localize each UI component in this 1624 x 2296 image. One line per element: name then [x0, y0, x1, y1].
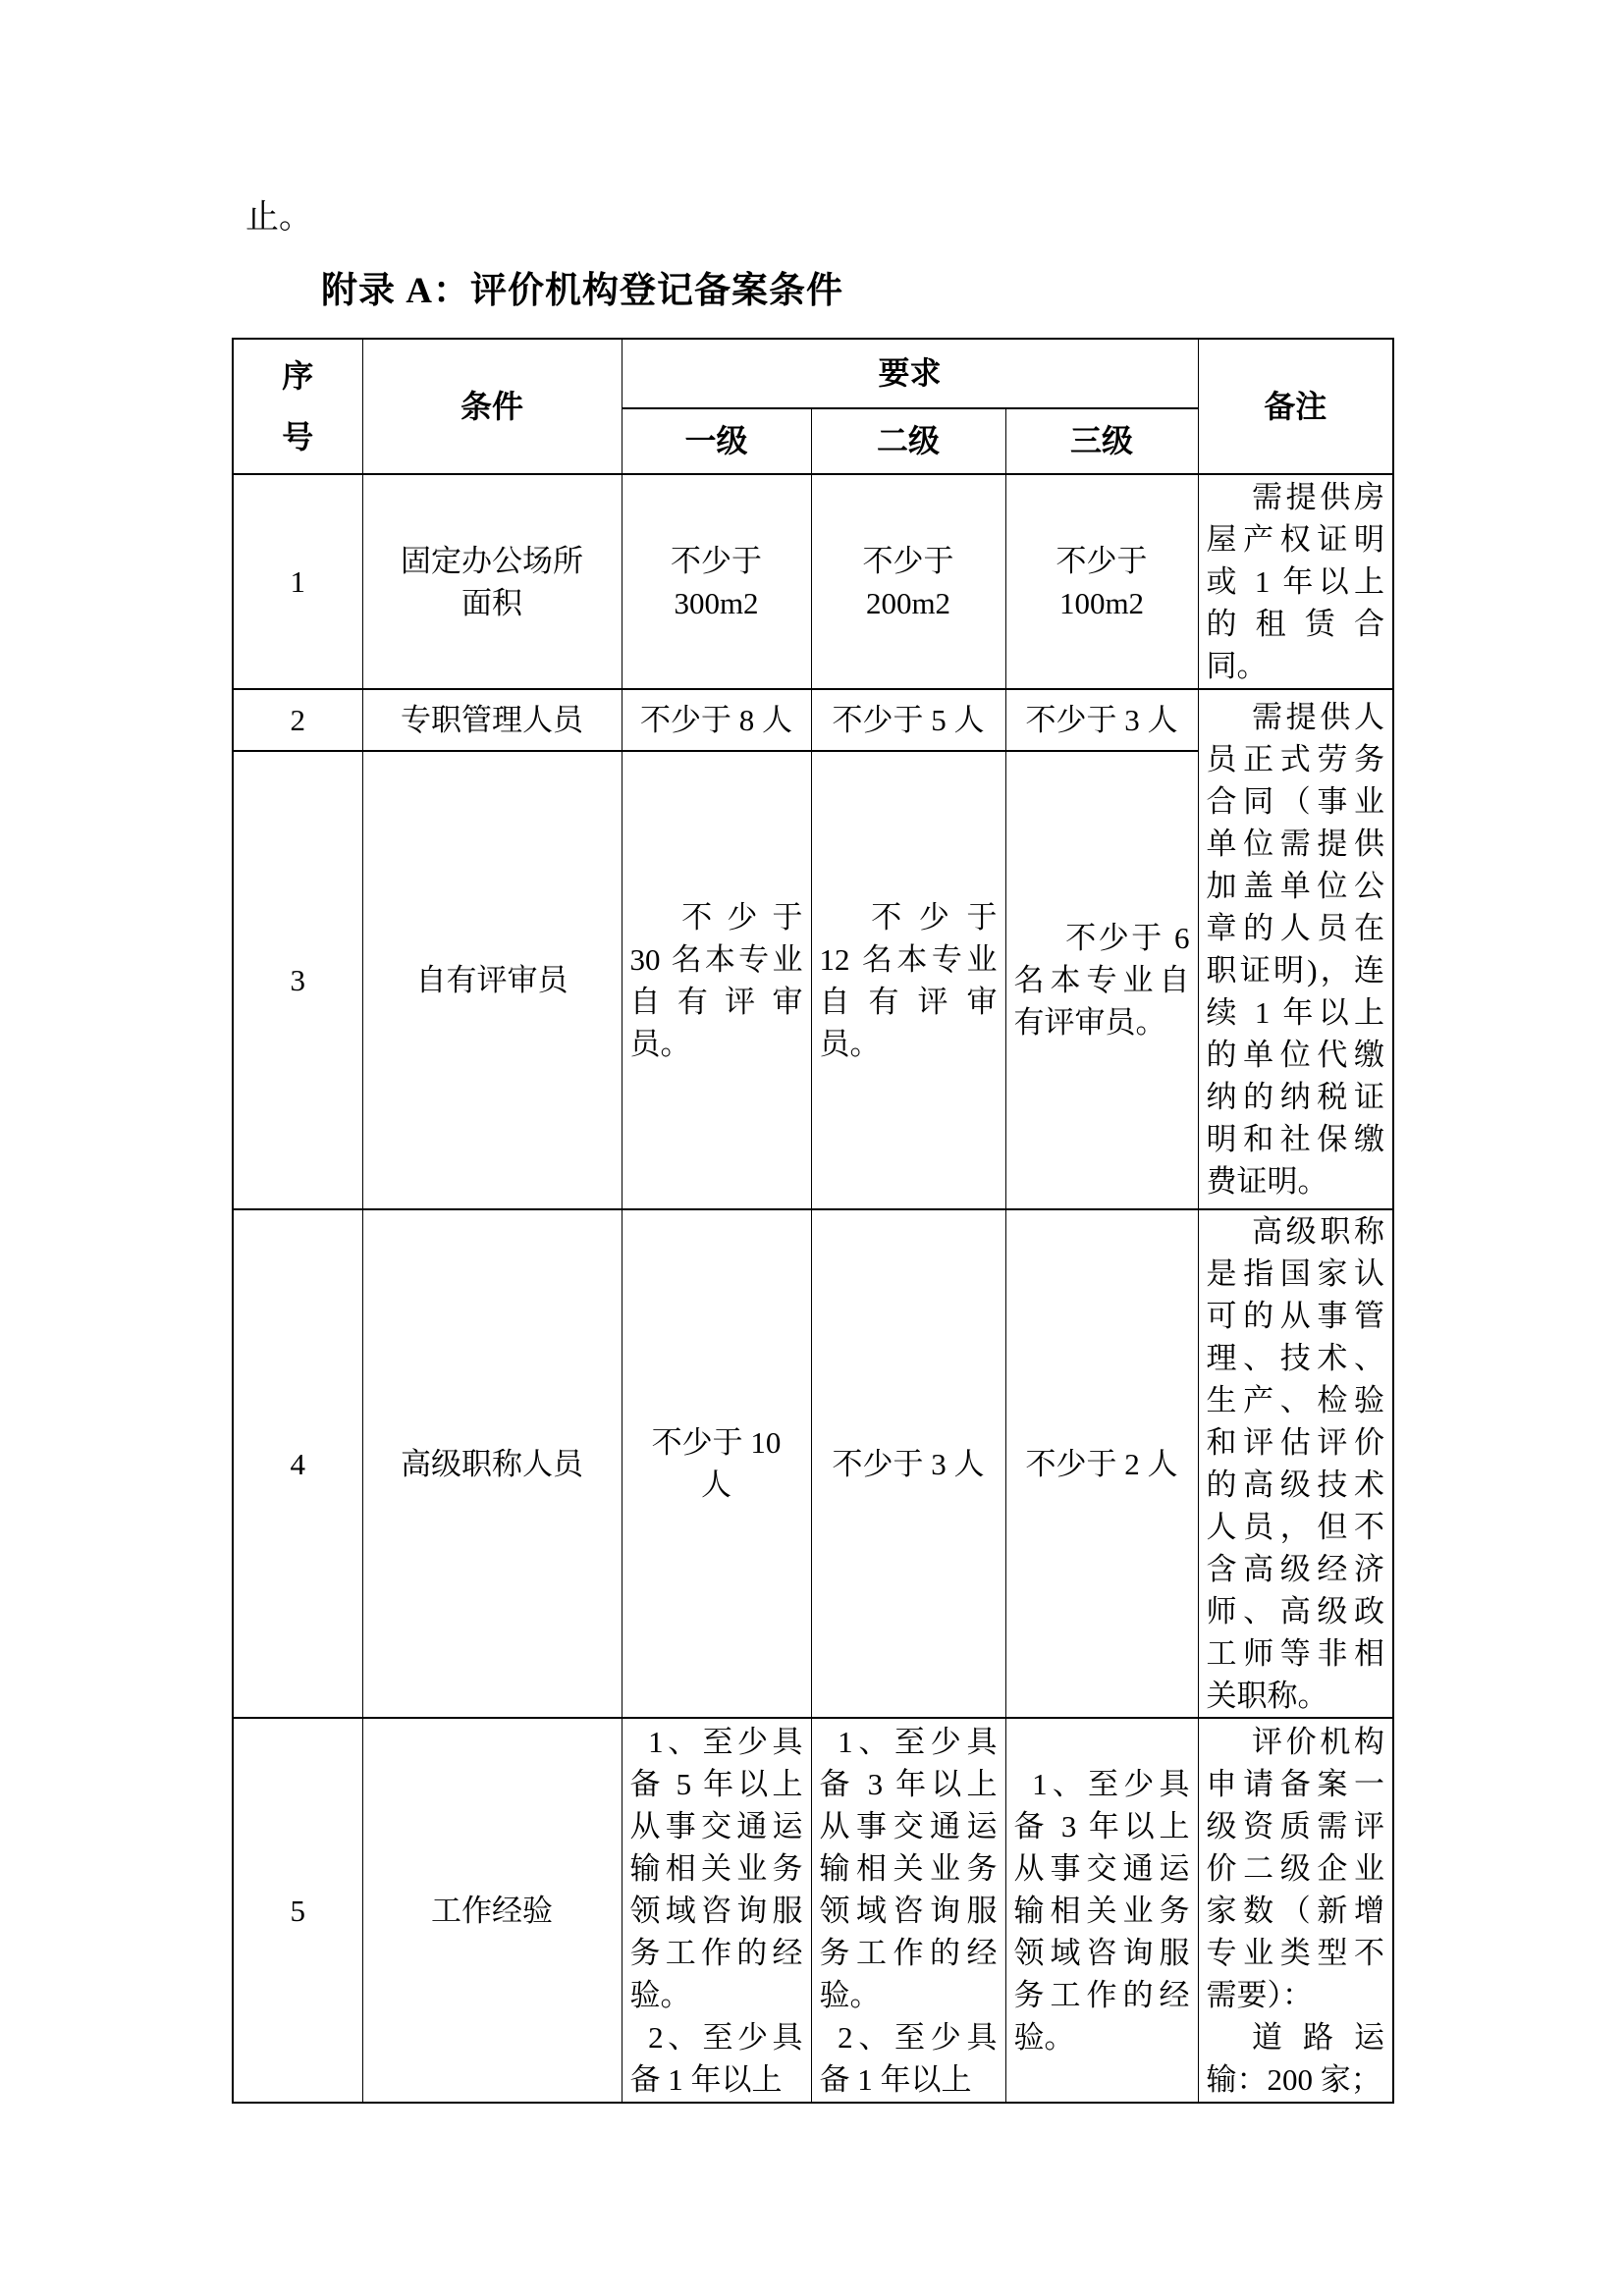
row3-no: 3	[233, 751, 362, 1209]
header-remark: 备注	[1198, 339, 1393, 474]
row1-level3: 不少于 100m2	[1005, 474, 1198, 689]
row2-level2: 不少于 5 人	[811, 689, 1005, 751]
row5-level2: 1、至少具备 3 年以上从事交通运输相关业务领域咨询服务工作的经验。 2、至少具备 1 年以上	[811, 1718, 1005, 2103]
row2-level3: 不少于 3 人	[1005, 689, 1198, 751]
header-condition: 条件	[362, 339, 622, 474]
row5-no: 5	[233, 1718, 362, 2103]
header-level-3: 三级	[1005, 408, 1198, 474]
header-level-1: 一级	[622, 408, 811, 474]
row4-level2: 不少于 3 人	[811, 1209, 1005, 1718]
appendix-title: 附录 A：评价机构登记备案条件	[321, 271, 843, 311]
row2-level1: 不少于 8 人	[622, 689, 811, 751]
row3-level2: 不少于 12 名本专业自有评审员。	[811, 751, 1005, 1209]
row4-no: 4	[233, 1209, 362, 1718]
row5-level1: 1、至少具备 5 年以上从事交通运输相关业务领域咨询服务工作的经验。 2、至少具备 1 年以上	[622, 1718, 811, 2103]
row4-level3: 不少于 2 人	[1005, 1209, 1198, 1718]
header-level-2: 二级	[811, 408, 1005, 474]
header-index: 序 号	[233, 339, 362, 474]
row1-level1: 不少于 300m2	[622, 474, 811, 689]
row3-condition: 自有评审员	[362, 751, 622, 1209]
table-row-5	[233, 1718, 1393, 2103]
row5-level3: 1、至少具备 3 年以上从事交通运输相关业务领域咨询服务工作的经验。	[1005, 1718, 1198, 2103]
row3-level3: 不少于 6 名本专业自有评审员。	[1005, 751, 1198, 1209]
row4-remark: 高级职称是指国家认可的从事管理、技术、生产、检验和评估评价的高级技术人员，但不含高级经济师、高级政工师等非相关职称。	[1198, 1209, 1393, 1718]
row1-remark: 需提供房屋产权证明或 1 年以上的租赁合同。	[1198, 474, 1393, 689]
row4-level1: 不少于 10 人	[622, 1209, 811, 1718]
table-row-2	[233, 689, 1393, 751]
header-requirement: 要求	[622, 339, 1198, 408]
row1-condition: 固定办公场所 面积	[362, 474, 622, 689]
table-header-row-top	[233, 339, 1393, 408]
row1-level2: 不少于 200m2	[811, 474, 1005, 689]
row5-remark: 评价机构申请备案一级资质需评价二级企业家数（新增专业类型不需要）： 道路运输：200 家；	[1198, 1718, 1393, 2103]
preceding-paragraph-text: 止。	[245, 199, 312, 236]
row1-no: 1	[233, 474, 362, 689]
table-row-4	[233, 1209, 1393, 1718]
row2-row3-remark: 需提供人员正式劳务合同（事业单位需提供加盖单位公章的人员在职证明)，连续 1 年以上的单位代缴纳的纳税证明和社保缴费证明。	[1198, 689, 1393, 1209]
row5-condition: 工作经验	[362, 1718, 622, 2103]
row4-condition: 高级职称人员	[362, 1209, 622, 1718]
registration-conditions-table	[232, 338, 1394, 2104]
row3-level1: 不少于 30 名本专业自有评审员。	[622, 751, 811, 1209]
table-row-1	[233, 474, 1393, 689]
row2-condition: 专职管理人员	[362, 689, 622, 751]
row2-no: 2	[233, 689, 362, 751]
